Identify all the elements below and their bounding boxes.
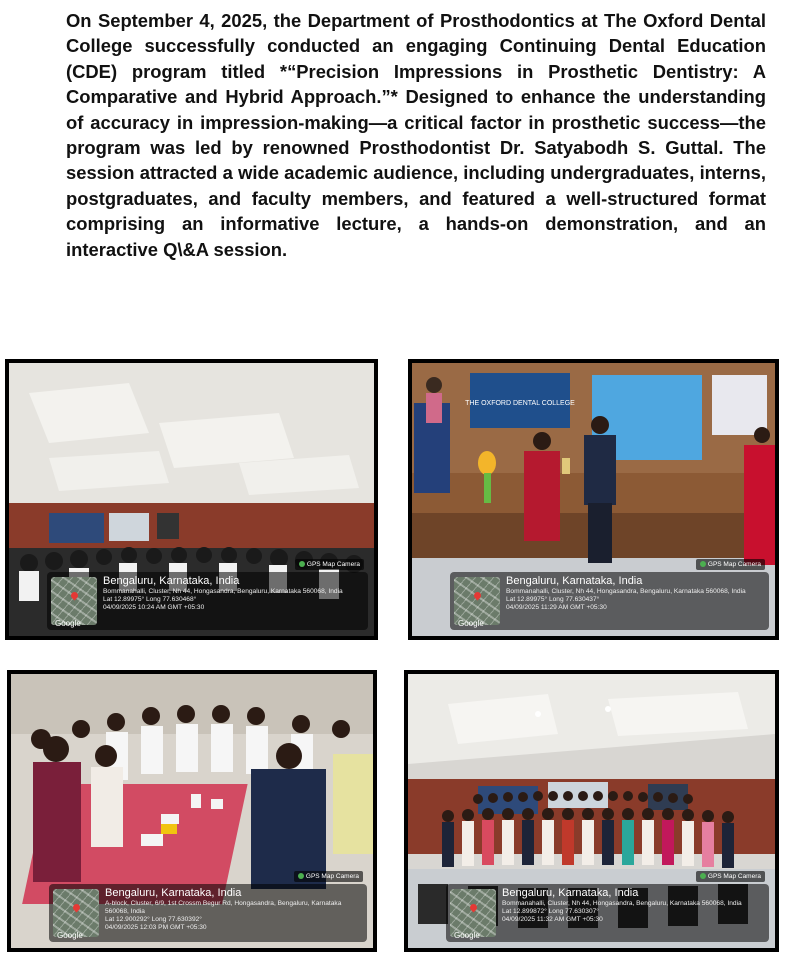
photo-hands-on-demo xyxy=(7,670,377,952)
map-pin-icon xyxy=(70,591,80,601)
geotag-time: 04/09/2025 11:32 AM GMT +05:30 xyxy=(502,916,603,923)
geotag-city: Bengaluru, Karnataka, India xyxy=(105,887,242,899)
camera-icon xyxy=(700,561,706,567)
geotag-time: 04/09/2025 12:03 PM GMT +05:30 xyxy=(105,924,207,931)
geotag-address: Bommanahalli, Cluster, Nh 44, Hongasandra, Bengaluru, Karnataka 560068, India xyxy=(103,588,343,595)
gps-camera-badge: GPS Map Camera xyxy=(696,559,765,570)
map-pin-icon xyxy=(473,591,483,601)
map-thumbnail xyxy=(454,577,500,625)
google-logo: Google xyxy=(57,931,83,940)
map-pin-icon xyxy=(469,903,479,913)
camera-icon xyxy=(299,561,305,567)
camera-icon xyxy=(298,873,304,879)
geotag-latlong: Lat 12.89975° Long 77.630437° xyxy=(506,596,600,603)
google-logo: Google xyxy=(454,931,480,940)
geotag-time: 04/09/2025 10:24 AM GMT +05:30 xyxy=(103,604,205,611)
google-logo: Google xyxy=(55,619,81,628)
camera-icon xyxy=(700,873,706,879)
geotag-city: Bengaluru, Karnataka, India xyxy=(502,887,639,899)
geotag-address: A-block, Cluster, 6/9, 1st Crossm Begur Rd, Hongasandra, Bengaluru, Karnataka 560068, India xyxy=(105,900,342,915)
geotag-time: 04/09/2025 11:29 AM GMT +05:30 xyxy=(506,604,607,611)
gps-camera-badge: GPS Map Camera xyxy=(295,559,364,570)
photo-lecture-hall xyxy=(5,359,378,640)
geotag-overlay xyxy=(450,572,769,630)
geotag-address: Bommanahalli, Cluster, Nh 44, Hongasandra, Bengaluru, Karnataka 560068, India xyxy=(502,900,742,907)
geotag-overlay xyxy=(446,884,769,942)
gps-camera-badge: GPS Map Camera xyxy=(294,871,363,882)
geotag-address: Bommanahalli, Cluster, Nh 44, Hongasandra, Bengaluru, Karnataka 560068, India xyxy=(506,588,746,595)
photo-group xyxy=(404,670,779,952)
geotag-latlong: Lat 12.900292° Long 77.630392° xyxy=(105,916,202,923)
geotag-city: Bengaluru, Karnataka, India xyxy=(506,575,643,587)
map-thumbnail xyxy=(51,577,97,625)
map-pin-icon xyxy=(72,903,82,913)
map-thumbnail xyxy=(450,889,496,937)
photo-memento-presentation xyxy=(408,359,779,640)
geotag-latlong: Lat 12.899872° Long 77.630307° xyxy=(502,908,599,915)
geotag-overlay xyxy=(47,572,368,630)
event-description: On September 4, 2025, the Department of Prosthodontics at The Oxford Dental College successfully conducted an engaging Continuing Dental Education (CDE) program titled *“Precision Impressions in Prosthetic Dentistry: A Comparative and Hybrid Approach.”* Designed to enhance the understanding of accuracy in impression-making—a critical factor in prosthetic success—the program was led by renowned Prosthodontist Dr. Satyabodh S. Guttal. The session attracted a wide academic audience, including undergraduates, interns, postgraduates, and faculty members, and featured a well-structured format comprising an informative lecture, a hands-on demonstration, and an interactive Q\&A session. xyxy=(66,10,766,260)
google-logo: Google xyxy=(458,619,484,628)
geotag-overlay xyxy=(49,884,367,942)
geotag-city: Bengaluru, Karnataka, India xyxy=(103,575,240,587)
banner-text: THE OXFORD DENTAL COLLEGE xyxy=(465,400,575,407)
geotag-latlong: Lat 12.89975° Long 77.630468° xyxy=(103,596,197,603)
map-thumbnail xyxy=(53,889,99,937)
gps-camera-badge: GPS Map Camera xyxy=(696,871,765,882)
